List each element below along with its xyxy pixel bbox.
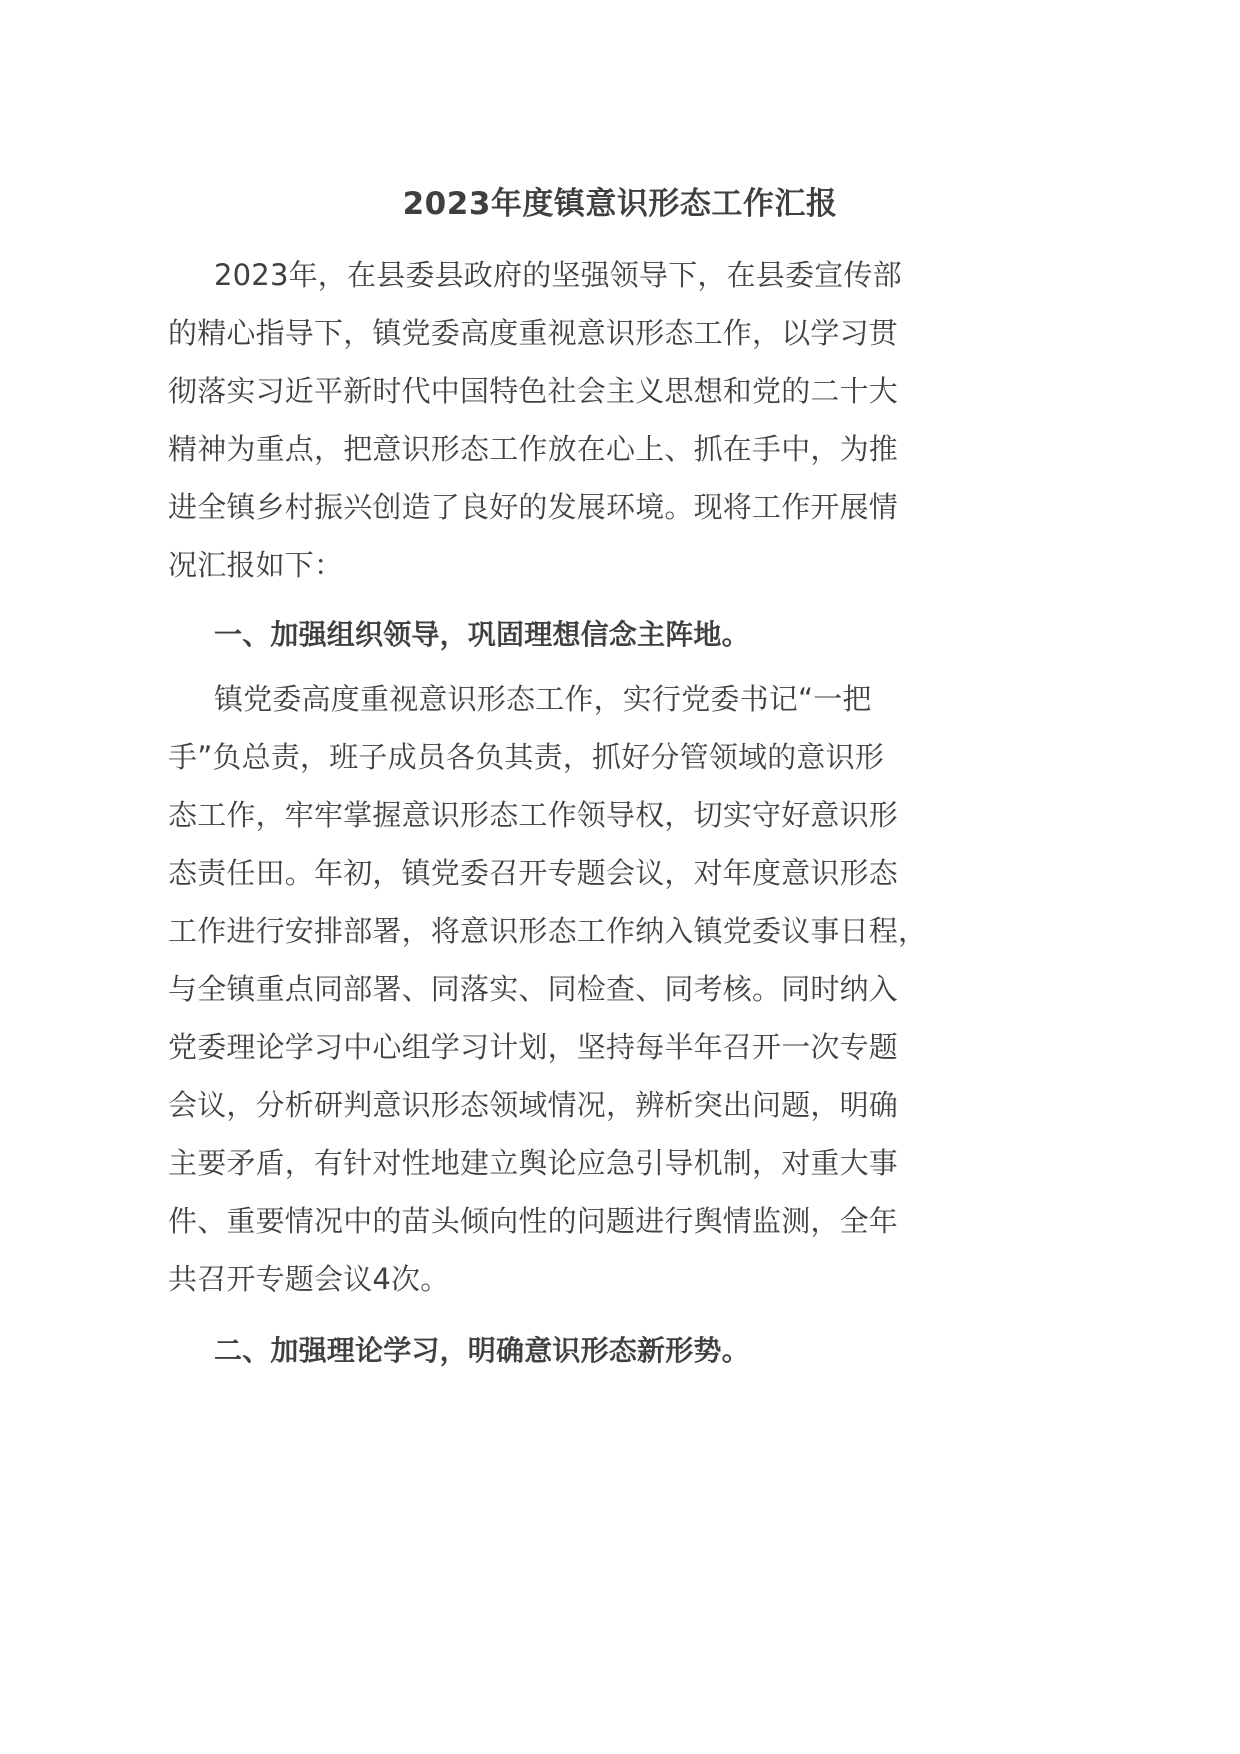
paragraph-line: 镇党委高度重视意识形态工作，实行党委书记“一把 <box>214 682 872 716</box>
section-2-heading: 二、加强理论学习，明确意识形态新形势。 <box>214 1334 750 1367</box>
paragraph-line: 手”负总责，班子成员各负其责，抓好分管领域的意识形 <box>168 740 885 774</box>
intro-paragraph <box>168 246 960 594</box>
paragraph-line: 精神为重点，把意识形态工作放在心上、抓在手中，为推 <box>168 432 899 466</box>
section-2-heading-block <box>168 1322 960 1380</box>
paragraph-line: 态工作，牢牢掌握意识形态工作领导权，切实守好意识形 <box>168 798 899 832</box>
paragraph-line: 共召开专题会议4次。 <box>168 1262 450 1296</box>
paragraph-line: 态责任田。年初，镇党委召开专题会议，对年度意识形态 <box>168 856 899 890</box>
paragraph-line: 进全镇乡村振兴创造了良好的发展环境。现将工作开展情 <box>168 490 899 524</box>
paragraph-line: 党委理论学习中心组学习计划，坚持每半年召开一次专题 <box>168 1030 899 1064</box>
section-1-heading-block <box>168 606 960 664</box>
paragraph-line: 会议，分析研判意识形态领域情况，辨析突出问题，明确 <box>168 1088 899 1122</box>
paragraph-line: 的精心指导下，镇党委高度重视意识形态工作，以学习贯 <box>168 316 899 350</box>
section-1-heading: 一、加强组织领导，巩固理想信念主阵地。 <box>214 618 750 651</box>
paragraph-line: 工作进行安排部署，将意识形态工作纳入镇党委议事日程， <box>168 914 928 948</box>
paragraph-line: 彻落实习近平新时代中国特色社会主义思想和党的二十大 <box>168 374 899 408</box>
paragraph-line: 与全镇重点同部署、同落实、同检查、同考核。同时纳入 <box>168 972 899 1006</box>
section-1-paragraph <box>168 670 960 1308</box>
paragraph-line: 主要矛盾，有针对性地建立舆论应急引导机制，对重大事 <box>168 1146 899 1180</box>
paragraph-line: 件、重要情况中的苗头倾向性的问题进行舆情监测，全年 <box>168 1204 899 1238</box>
paragraph-line: 2023年，在县委县政府的坚强领导下，在县委宣传部 <box>214 258 902 292</box>
document-title: 2023年度镇意识形态工作汇报 <box>402 186 838 222</box>
paragraph-line: 况汇报如下： <box>168 548 344 582</box>
